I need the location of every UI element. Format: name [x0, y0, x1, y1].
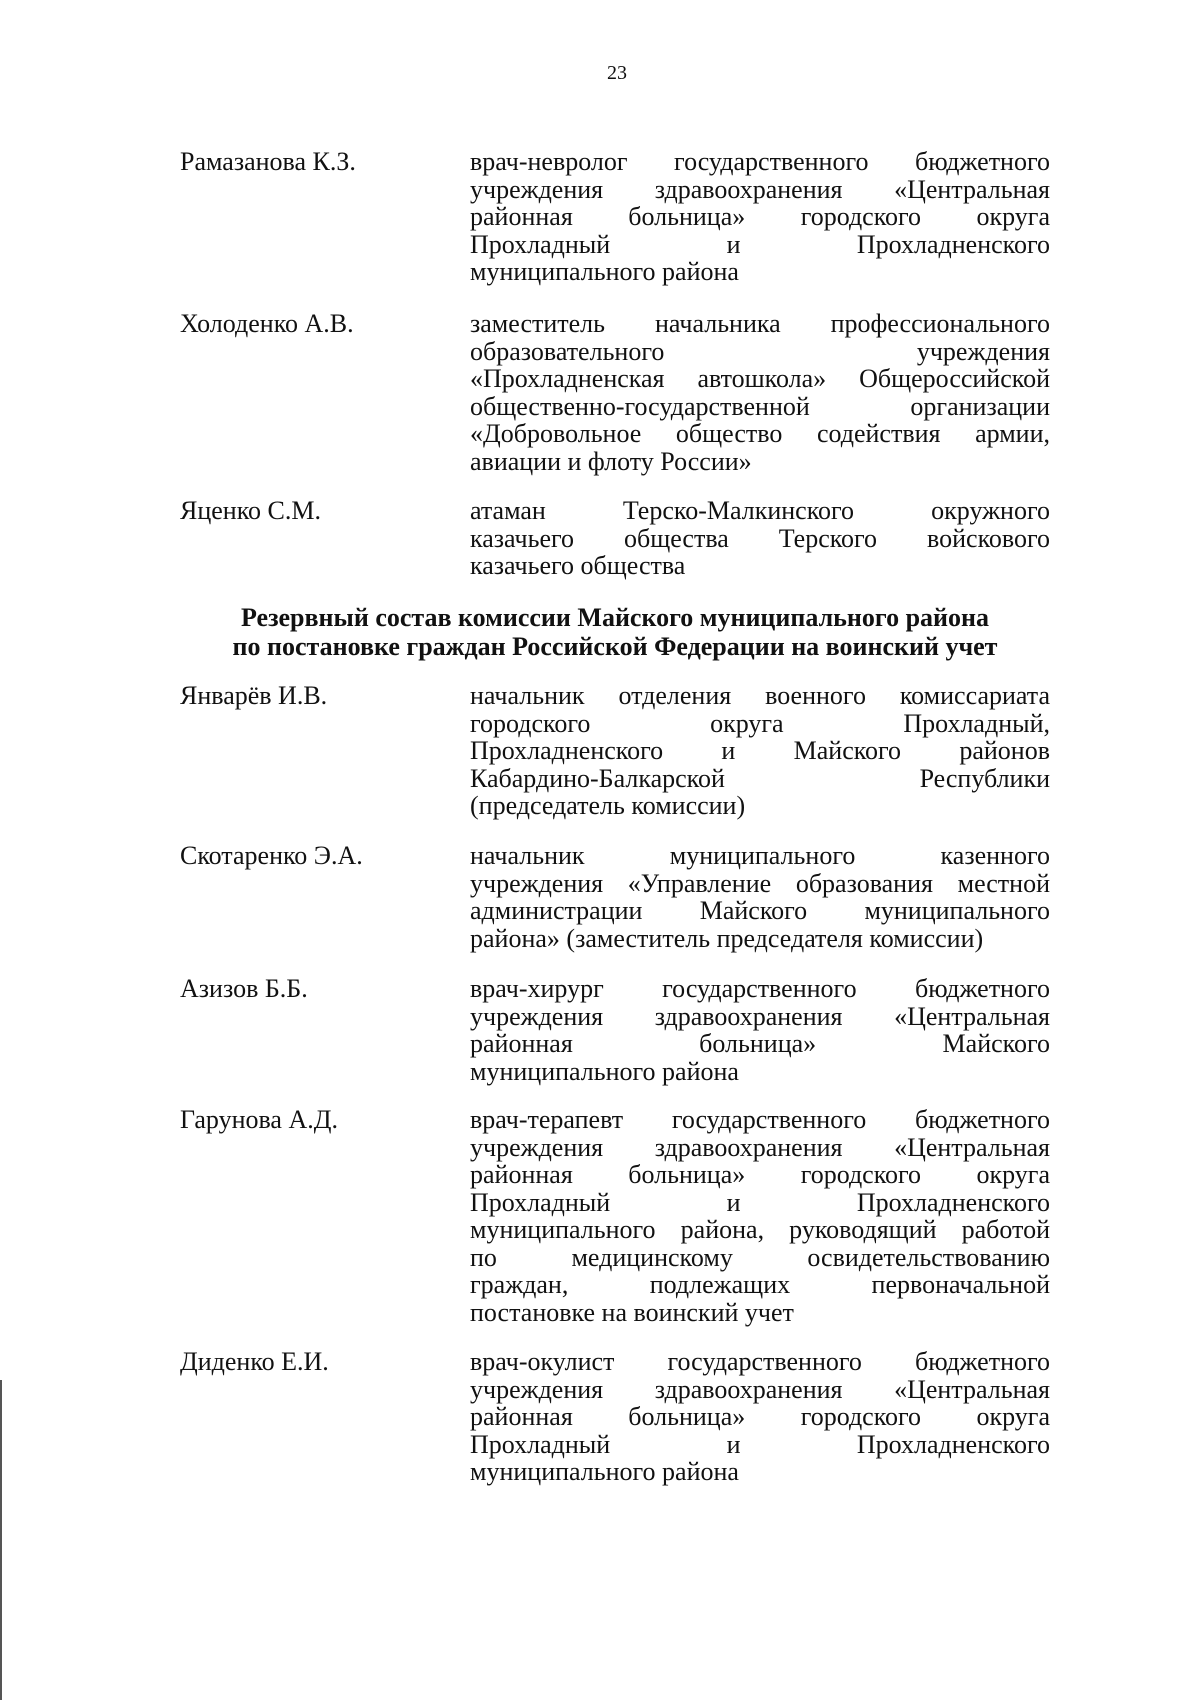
entry-description	[470, 1348, 1050, 1486]
section-title	[180, 603, 1050, 661]
entry-ramazanova	[180, 148, 1050, 310]
description-line: районная больница» городского округа	[470, 1402, 1050, 1431]
description-line: района» (заместитель председателя комиссии)	[470, 923, 984, 953]
description-line: казачьего общества Терского войскового	[470, 523, 1050, 553]
entry-description	[470, 1106, 1050, 1326]
entry-didenko	[180, 1348, 1050, 1498]
description-line: муниципального района	[470, 1457, 739, 1486]
description-line: муниципального района, руководящий работой	[470, 1215, 1050, 1244]
entry-description	[470, 148, 1050, 286]
section-title-line: Резервный состав комиссии Майского муниципального района	[240, 603, 989, 632]
description-line: начальник отделения военного комиссариата	[470, 681, 1050, 710]
entry-description	[470, 310, 1050, 475]
entry-description	[470, 975, 1050, 1085]
entry-azizov	[180, 975, 1050, 1106]
entry-yanvaryov	[180, 682, 1050, 842]
description-line: «Прохладненская автошкола» Общероссийской	[470, 364, 1050, 393]
entry-yatsenko	[180, 497, 1050, 587]
entry-description	[470, 842, 1050, 952]
description-line: районная больница» Майского	[470, 1029, 1050, 1058]
description-line: учреждения «Управление образования местной	[470, 868, 1050, 898]
entry-kholodenko	[180, 310, 1050, 497]
description-line: атаман Терско-Малкинского окружного	[470, 496, 1050, 525]
entry-description	[470, 682, 1050, 820]
description-line: авиации и флоту России»	[470, 446, 752, 476]
entry-name: Рамазанова К.З.	[180, 147, 356, 176]
description-line: по медицинскому освидетельствованию	[470, 1242, 1050, 1272]
description-line: начальник муниципального казенного	[470, 841, 1050, 870]
description-line: районная больница» городского округа	[470, 1160, 1050, 1189]
description-line: районная больница» городского округа	[470, 202, 1050, 231]
entry-name: Холоденко А.В.	[180, 309, 354, 338]
entries-group-reserve	[180, 682, 1050, 1498]
scan-edge-shadow	[0, 1380, 2, 1700]
page-number: 23	[607, 62, 627, 84]
description-line: городского округа Прохладный,	[470, 708, 1050, 738]
description-line: заместитель начальника профессионального	[470, 309, 1050, 338]
description-line: Прохладный и Прохладненского	[470, 229, 1050, 259]
entry-name: Азизов Б.Б.	[180, 974, 308, 1003]
entry-description	[470, 497, 1050, 580]
description-line: врач-терапевт государственного бюджетного	[470, 1105, 1050, 1134]
entry-garunova	[180, 1106, 1050, 1348]
description-line: Прохладный и Прохладненского	[470, 1429, 1050, 1459]
description-line: граждан, подлежащих первоначальной	[470, 1270, 1050, 1299]
description-line: Прохладненского и Майского районов	[470, 736, 1050, 765]
entry-name: Скотаренко Э.А.	[180, 841, 363, 870]
description-line: учреждения здравоохранения «Центральная	[470, 1132, 1050, 1162]
entry-name: Яценко С.М.	[180, 496, 321, 525]
description-line: врач-хирург государственного бюджетного	[470, 974, 1050, 1003]
description-line: Кабардино-Балкарской Республики	[470, 763, 1050, 793]
description-line: учреждения здравоохранения «Центральная	[470, 1374, 1050, 1404]
description-line: постановке на воинский учет	[470, 1297, 794, 1327]
description-line: учреждения здравоохранения «Центральная	[470, 1001, 1050, 1031]
entries-group-main	[180, 148, 1050, 587]
description-line: муниципального района	[470, 257, 739, 286]
entry-skotarenko	[180, 842, 1050, 975]
description-line: образовательного учреждения	[470, 336, 1050, 366]
description-line: врач-невролог государственного бюджетного	[470, 147, 1050, 176]
description-line: «Добровольное общество содействия армии,	[470, 419, 1050, 448]
description-line: казачьего общества	[470, 551, 686, 580]
description-line: общественно-государственной организации	[470, 391, 1050, 421]
entry-name: Диденко Е.И.	[180, 1347, 329, 1376]
entry-name: Гарунова А.Д.	[180, 1105, 338, 1134]
description-line: врач-окулист государственного бюджетного	[470, 1347, 1050, 1376]
section-title-line: по постановке граждан Российской Федерации на воинский учет	[232, 632, 998, 661]
description-line: администрации Майского муниципального	[470, 896, 1050, 925]
description-line: Прохладный и Прохладненского	[470, 1187, 1050, 1217]
description-line: муниципального района	[470, 1056, 739, 1086]
description-line: (председатель комиссии)	[470, 791, 746, 820]
entry-name: Январёв И.В.	[180, 681, 328, 710]
description-line: учреждения здравоохранения «Центральная	[470, 174, 1050, 204]
